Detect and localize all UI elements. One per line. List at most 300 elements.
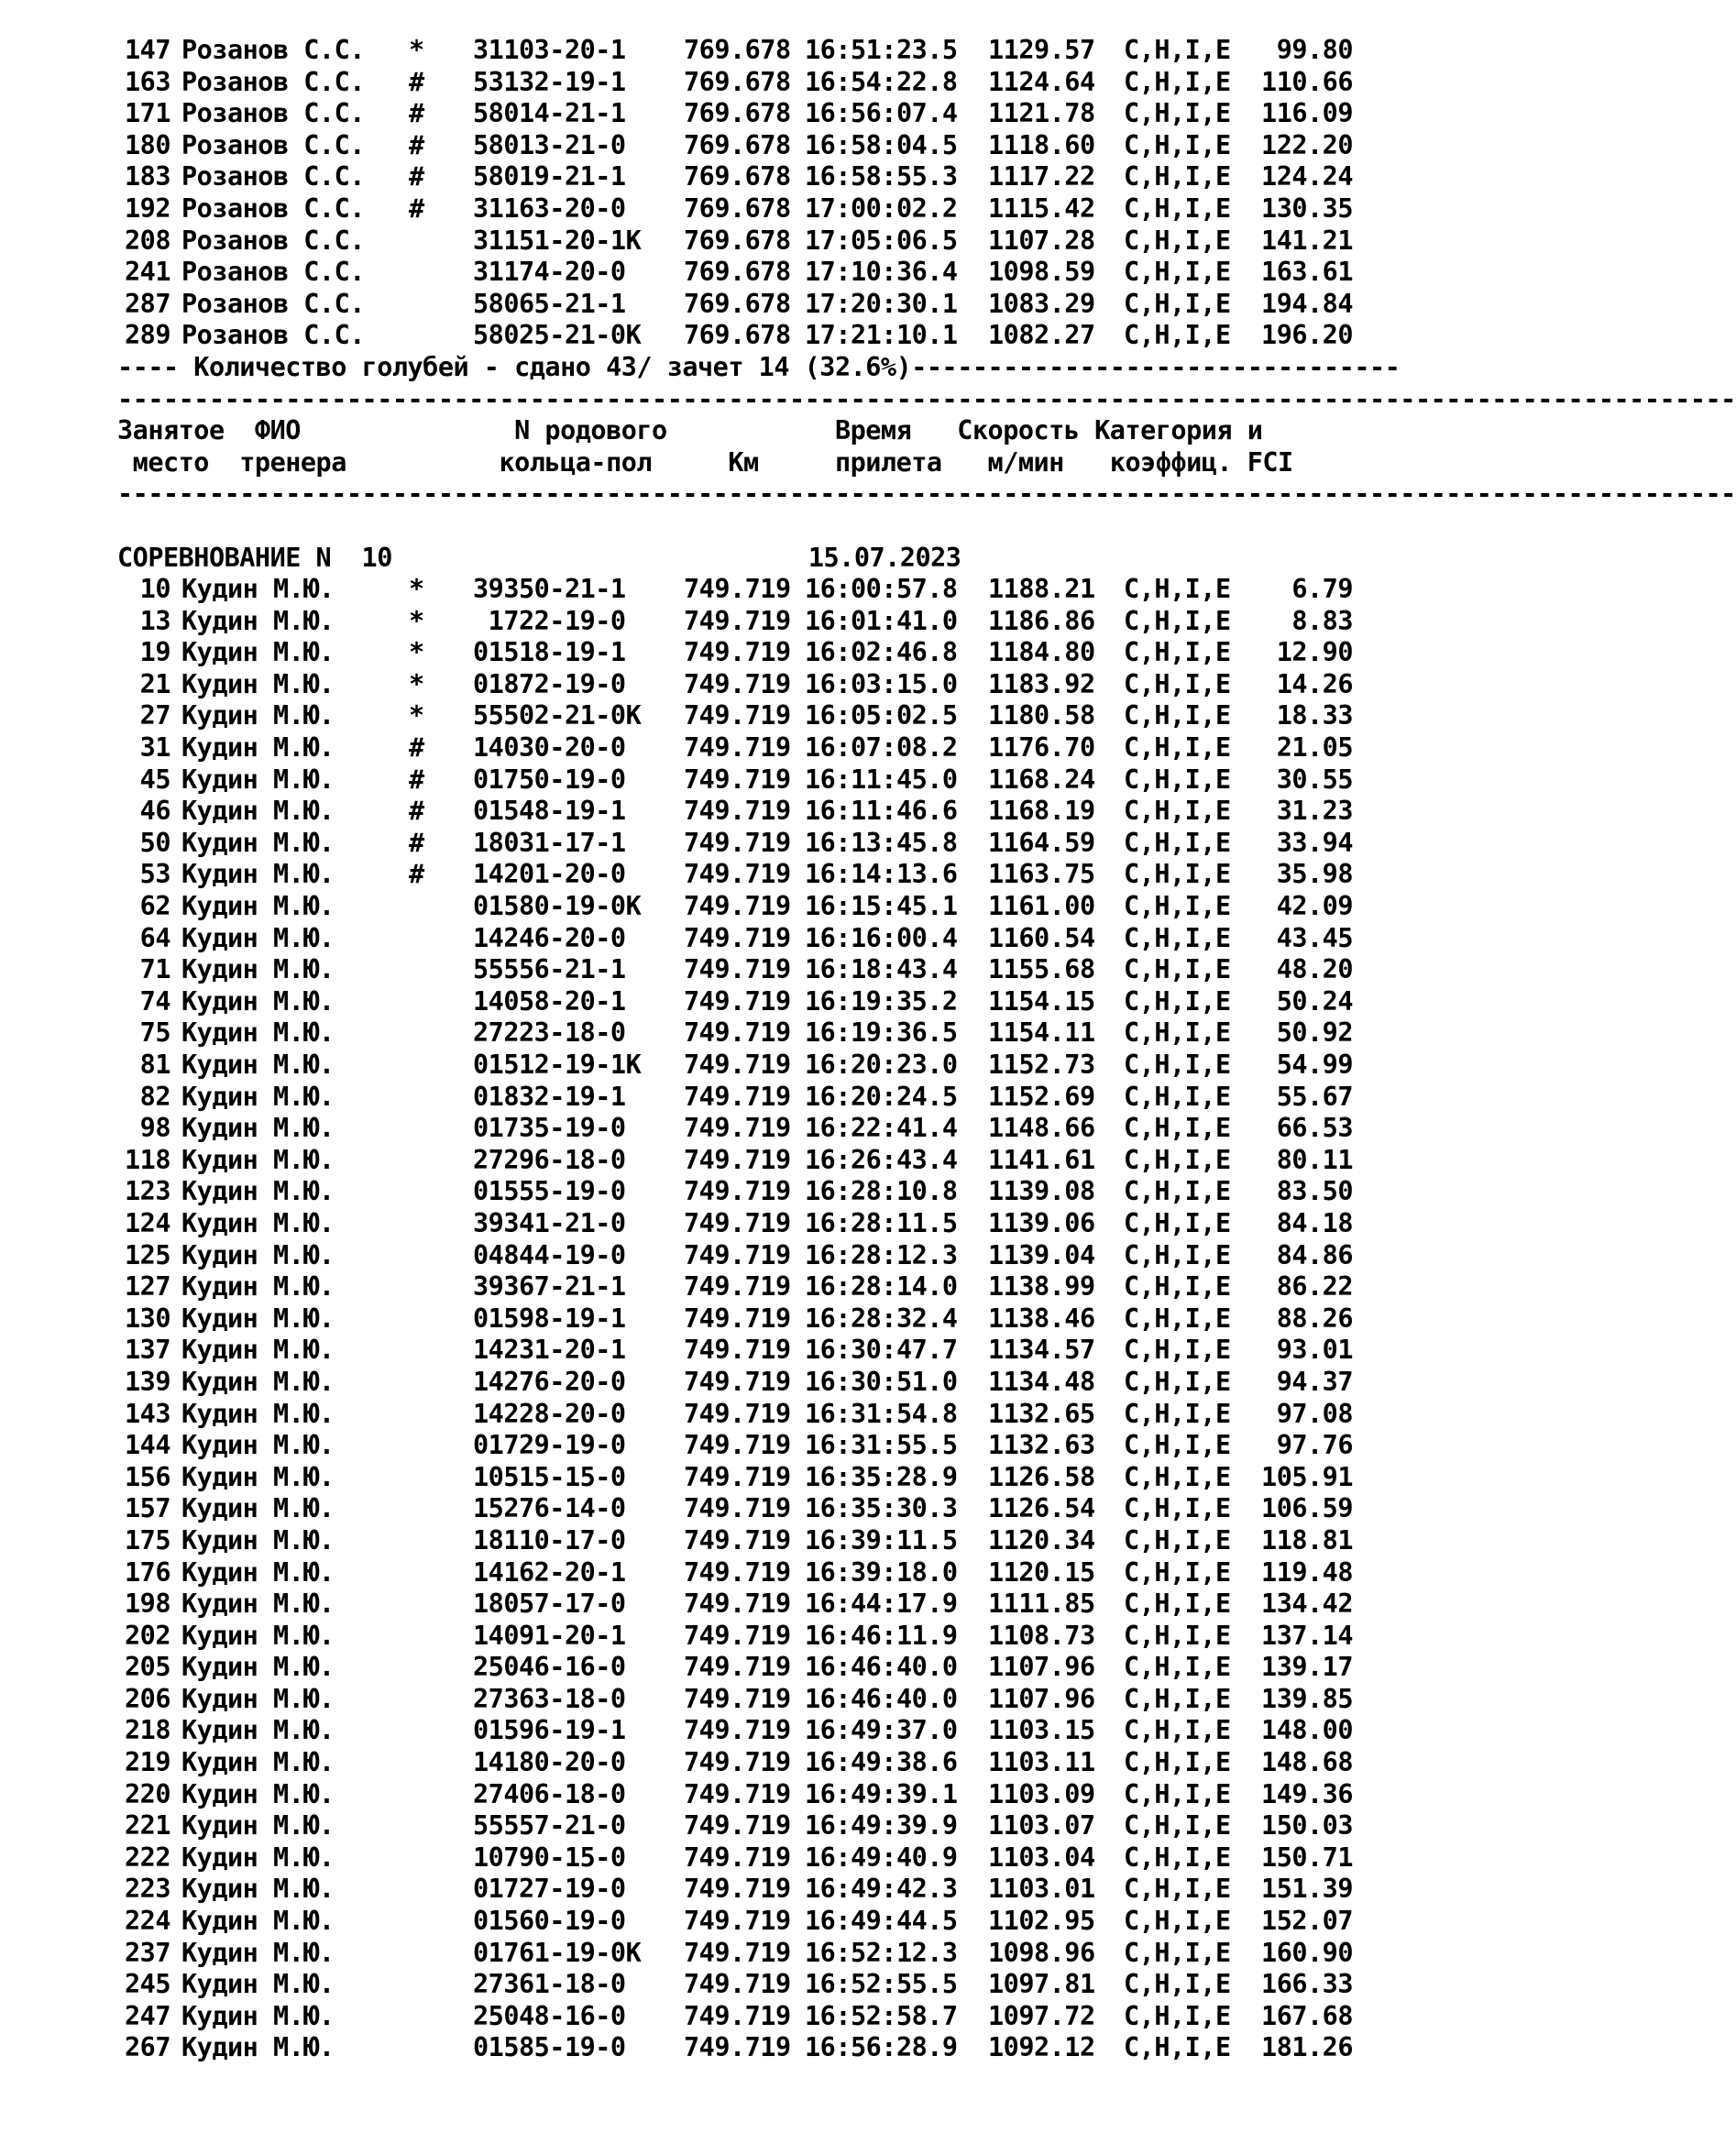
cell-ring: 14091-20-1: [473, 1620, 626, 1651]
cell-fci: 97.76: [1276, 1430, 1353, 1461]
cell-ring: 14276-20-0: [473, 1366, 626, 1397]
cell-time: 16:46:40.0: [805, 1683, 958, 1714]
cell-name: Кудин М.Ю.: [181, 668, 335, 699]
cell-name: Кудин М.Ю.: [181, 1461, 335, 1492]
cell-km: 749.719: [684, 985, 791, 1017]
cell-speed: 1092.12: [988, 2032, 1095, 2063]
cell-place: 19: [139, 637, 170, 668]
cell-ring: 01832-19-1: [473, 1081, 626, 1112]
cell-name: Кудин М.Ю.: [181, 1081, 335, 1112]
cell-name: Розанов С.С.: [181, 257, 365, 288]
cell-ring: 01872-19-0: [473, 668, 626, 699]
cell-km: 749.719: [684, 637, 791, 668]
cell-cat: C,H,I,E: [1124, 1050, 1231, 1080]
cell-ring: 14180-20-0: [473, 1747, 626, 1778]
table-row: [117, 669, 1489, 701]
cell-speed: 1103.01: [988, 1874, 1095, 1905]
cell-place: 289: [125, 320, 170, 351]
cell-fci: 33.94: [1276, 827, 1353, 858]
cell-place: 130: [125, 1303, 170, 1334]
cell-time: 16:39:11.5: [805, 1524, 958, 1556]
cell-place: 124: [125, 1207, 170, 1238]
cell-speed: 1098.96: [988, 1937, 1095, 1968]
cell-cat: C,H,I,E: [1124, 1652, 1231, 1683]
table-row: [117, 161, 1489, 193]
table-row: [117, 1176, 1489, 1208]
cell-fci: 160.90: [1261, 1937, 1353, 1968]
cell-speed: 1103.04: [988, 1842, 1095, 1873]
cell-km: 749.719: [684, 1335, 791, 1366]
cell-time: 16:14:13.6: [805, 859, 958, 890]
table-row: [117, 225, 1489, 258]
cell-speed: 1180.58: [988, 700, 1095, 731]
cell-speed: 1164.59: [988, 827, 1095, 858]
cell-place: 180: [125, 129, 170, 160]
cell-name: Кудин М.Ю.: [181, 2032, 335, 2063]
cell-cat: C,H,I,E: [1124, 129, 1231, 160]
cell-mark: #: [409, 66, 424, 97]
cell-ring: 27406-18-0: [473, 1778, 626, 1809]
cell-km: 769.678: [684, 129, 791, 160]
cell-ring: 14231-20-1: [473, 1335, 626, 1366]
cell-km: 769.678: [684, 161, 791, 192]
cell-name: Кудин М.Ю.: [181, 1778, 335, 1809]
cell-speed: 1138.46: [988, 1303, 1095, 1334]
cell-time: 16:11:45.0: [805, 764, 958, 795]
cell-time: 16:28:12.3: [805, 1239, 958, 1270]
cell-km: 769.678: [684, 35, 791, 65]
cell-km: 749.719: [684, 1398, 791, 1429]
cell-time: 16:28:10.8: [805, 1176, 958, 1207]
cell-fci: 196.20: [1261, 320, 1353, 351]
cell-time: 16:39:18.0: [805, 1556, 958, 1588]
cell-speed: 1163.75: [988, 859, 1095, 890]
cell-speed: 1148.66: [988, 1113, 1095, 1144]
cell-time: 16:49:44.5: [805, 1906, 958, 1937]
results-document: [117, 35, 1736, 2064]
cell-ring: 01761-19-0K: [473, 1937, 642, 1968]
cell-km: 749.719: [684, 859, 791, 890]
cell-time: 16:52:58.7: [805, 2000, 958, 2031]
cell-fci: 84.86: [1276, 1239, 1353, 1270]
cell-time: 16:31:55.5: [805, 1430, 958, 1461]
cell-fci: 99.80: [1276, 35, 1353, 65]
table-row: [117, 1938, 1489, 1970]
cell-fci: 151.39: [1261, 1874, 1353, 1905]
cell-speed: 1139.04: [988, 1239, 1095, 1270]
cell-speed: 1082.27: [988, 320, 1095, 351]
cell-time: 16:01:41.0: [805, 605, 958, 636]
cell-mark: #: [409, 796, 424, 827]
table-row: [117, 1715, 1489, 1747]
cell-km: 749.719: [684, 1113, 791, 1144]
cell-ring: 25048-16-0: [473, 2000, 626, 2031]
cell-mark: *: [409, 700, 424, 731]
cell-fci: 149.36: [1261, 1778, 1353, 1809]
table-row: [117, 1113, 1489, 1145]
cell-time: 16:56:28.9: [805, 2032, 958, 2063]
cell-mark: #: [409, 859, 424, 890]
cell-cat: C,H,I,E: [1124, 225, 1231, 256]
cell-cat: C,H,I,E: [1124, 700, 1231, 731]
cell-km: 749.719: [684, 1271, 791, 1303]
table-row: [117, 1684, 1489, 1716]
cell-mark: #: [409, 98, 424, 129]
table-row: [117, 1874, 1489, 1906]
cell-name: Кудин М.Ю.: [181, 1113, 335, 1144]
cell-cat: C,H,I,E: [1124, 2032, 1231, 2063]
cell-cat: C,H,I,E: [1124, 1493, 1231, 1524]
cell-cat: C,H,I,E: [1124, 1398, 1231, 1429]
cell-place: 143: [125, 1398, 170, 1429]
cell-place: 118: [125, 1144, 170, 1175]
cell-km: 749.719: [684, 1081, 791, 1112]
cell-cat: C,H,I,E: [1124, 796, 1231, 827]
cell-km: 749.719: [684, 1493, 791, 1524]
cell-place: 127: [125, 1271, 170, 1303]
cell-place: 139: [125, 1366, 170, 1397]
table-row: [117, 1430, 1489, 1462]
table-row: [117, 1525, 1489, 1557]
cell-speed: 1097.72: [988, 2000, 1095, 2031]
cell-fci: 30.55: [1276, 764, 1353, 795]
cell-cat: C,H,I,E: [1124, 1620, 1231, 1651]
cell-time: 16:46:40.0: [805, 1652, 958, 1683]
cell-fci: 150.03: [1261, 1810, 1353, 1842]
cell-ring: 04844-19-0: [473, 1239, 626, 1270]
cell-speed: 1120.34: [988, 1524, 1095, 1556]
cell-speed: 1107.28: [988, 225, 1095, 256]
table-row: [117, 1621, 1489, 1653]
cell-mark: #: [409, 827, 424, 858]
cell-ring: 10790-15-0: [473, 1842, 626, 1873]
cell-time: 17:05:06.5: [805, 225, 958, 256]
cell-time: 16:44:17.9: [805, 1589, 958, 1620]
table-row: [117, 606, 1489, 638]
cell-cat: C,H,I,E: [1124, 1207, 1231, 1238]
table-row: [117, 1842, 1489, 1875]
cell-speed: 1141.61: [988, 1144, 1095, 1175]
cell-speed: 1083.29: [988, 288, 1095, 319]
cell-name: Кудин М.Ю.: [181, 1969, 335, 2000]
table-row: [117, 1557, 1489, 1589]
cell-place: 223: [125, 1874, 170, 1905]
cell-place: 219: [125, 1747, 170, 1778]
cell-cat: C,H,I,E: [1124, 192, 1231, 224]
cell-cat: C,H,I,E: [1124, 1017, 1231, 1049]
cell-ring: 01548-19-1: [473, 796, 626, 827]
cell-km: 749.719: [684, 574, 791, 605]
cell-name: Кудин М.Ю.: [181, 2000, 335, 2031]
cell-ring: 53132-19-1: [473, 66, 626, 97]
cell-time: 16:58:55.3: [805, 161, 958, 192]
cell-cat: C,H,I,E: [1124, 1715, 1231, 1746]
cell-place: 222: [125, 1842, 170, 1873]
cell-place: 27: [139, 700, 170, 731]
cell-cat: C,H,I,E: [1124, 859, 1231, 890]
cell-cat: C,H,I,E: [1124, 288, 1231, 319]
cell-cat: C,H,I,E: [1124, 954, 1231, 985]
cell-fci: 84.18: [1276, 1207, 1353, 1238]
table-row: [117, 98, 1489, 130]
cell-place: 98: [139, 1113, 170, 1144]
cell-ring: 18031-17-1: [473, 827, 626, 858]
cell-km: 749.719: [684, 700, 791, 731]
cell-speed: 1132.63: [988, 1430, 1095, 1461]
cell-ring: 27296-18-0: [473, 1144, 626, 1175]
cell-place: 171: [125, 98, 170, 129]
cell-time: 16:30:47.7: [805, 1335, 958, 1366]
table-row: [117, 859, 1489, 891]
cell-fci: 119.48: [1261, 1556, 1353, 1588]
cell-place: 183: [125, 161, 170, 192]
cell-fci: 80.11: [1276, 1144, 1353, 1175]
cell-ring: 01735-19-0: [473, 1113, 626, 1144]
cell-name: Кудин М.Ю.: [181, 859, 335, 890]
cell-place: 75: [139, 1017, 170, 1049]
cell-mark: #: [409, 192, 424, 224]
cell-name: Розанов С.С.: [181, 35, 365, 65]
cell-km: 749.719: [684, 1715, 791, 1746]
cell-km: 749.719: [684, 1906, 791, 1937]
cell-ring: 27223-18-0: [473, 1017, 626, 1049]
cell-fci: 50.24: [1276, 985, 1353, 1017]
cell-km: 749.719: [684, 954, 791, 985]
cell-time: 16:49:38.6: [805, 1747, 958, 1778]
cell-name: Кудин М.Ю.: [181, 605, 335, 636]
cell-km: 769.678: [684, 288, 791, 319]
cell-time: 16:30:51.0: [805, 1366, 958, 1397]
cell-fci: 110.66: [1261, 66, 1353, 97]
table-row: [117, 732, 1489, 764]
cell-km: 749.719: [684, 891, 791, 922]
cell-fci: 139.17: [1261, 1652, 1353, 1683]
cell-name: Кудин М.Ю.: [181, 1207, 335, 1238]
cell-fci: 18.33: [1276, 700, 1353, 731]
cell-ring: 31151-20-1K: [473, 225, 642, 256]
cell-fci: 194.84: [1261, 288, 1353, 319]
cell-place: 267: [125, 2032, 170, 2063]
cell-speed: 1107.96: [988, 1652, 1095, 1683]
cell-time: 16:15:45.1: [805, 891, 958, 922]
cell-time: 16:22:41.4: [805, 1113, 958, 1144]
cell-ring: 25046-16-0: [473, 1652, 626, 1683]
cell-km: 749.719: [684, 605, 791, 636]
table-row: [117, 193, 1489, 225]
cell-cat: C,H,I,E: [1124, 1842, 1231, 1873]
cell-cat: C,H,I,E: [1124, 98, 1231, 129]
cell-place: 176: [125, 1556, 170, 1588]
table-row: [117, 1747, 1489, 1779]
cell-speed: 1176.70: [988, 732, 1095, 764]
cell-mark: *: [409, 574, 424, 605]
cell-km: 749.719: [684, 1239, 791, 1270]
cell-name: Кудин М.Ю.: [181, 1303, 335, 1334]
cell-km: 749.719: [684, 1937, 791, 1968]
table-row: [117, 1810, 1489, 1842]
cell-km: 749.719: [684, 1176, 791, 1207]
table-row: [117, 1367, 1489, 1399]
cell-place: 74: [139, 985, 170, 1017]
cell-ring: 14030-20-0: [473, 732, 626, 764]
cell-km: 749.719: [684, 764, 791, 795]
cell-ring: 39367-21-1: [473, 1271, 626, 1303]
cell-mark: #: [409, 129, 424, 160]
cell-speed: 1129.57: [988, 35, 1095, 65]
cell-km: 769.678: [684, 192, 791, 224]
cell-name: Кудин М.Ю.: [181, 637, 335, 668]
cell-mark: #: [409, 161, 424, 192]
cell-speed: 1107.96: [988, 1683, 1095, 1714]
cell-name: Кудин М.Ю.: [181, 1747, 335, 1778]
cell-name: Розанов С.С.: [181, 192, 365, 224]
cell-place: 218: [125, 1715, 170, 1746]
cell-km: 749.719: [684, 1050, 791, 1080]
cell-place: 192: [125, 192, 170, 224]
table-row: [117, 923, 1489, 955]
cell-cat: C,H,I,E: [1124, 2000, 1231, 2031]
table-row: [117, 637, 1489, 669]
cell-name: Кудин М.Ю.: [181, 1176, 335, 1207]
cell-name: Кудин М.Ю.: [181, 985, 335, 1017]
cell-place: 62: [139, 891, 170, 922]
cell-ring: 27361-18-0: [473, 1969, 626, 2000]
cell-ring: 55502-21-0K: [473, 700, 642, 731]
cell-place: 220: [125, 1778, 170, 1809]
cell-speed: 1161.00: [988, 891, 1095, 922]
cell-km: 749.719: [684, 668, 791, 699]
cell-place: 205: [125, 1652, 170, 1683]
cell-place: 198: [125, 1589, 170, 1620]
table-row: [117, 986, 1489, 1018]
cell-time: 16:03:15.0: [805, 668, 958, 699]
cell-fci: 150.71: [1261, 1842, 1353, 1873]
cell-cat: C,H,I,E: [1124, 1176, 1231, 1207]
cell-place: 144: [125, 1430, 170, 1461]
cell-speed: 1134.48: [988, 1366, 1095, 1397]
table-row: [117, 1050, 1489, 1082]
cell-time: 16:19:36.5: [805, 1017, 958, 1049]
cell-time: 16:58:04.5: [805, 129, 958, 160]
cell-ring: 14162-20-1: [473, 1556, 626, 1588]
cell-speed: 1154.11: [988, 1017, 1095, 1049]
cell-name: Кудин М.Ю.: [181, 1906, 335, 1937]
cell-place: 208: [125, 225, 170, 256]
cell-ring: 39341-21-0: [473, 1207, 626, 1238]
cell-cat: C,H,I,E: [1124, 1366, 1231, 1397]
cell-time: 16:18:43.4: [805, 954, 958, 985]
cell-mark: #: [409, 764, 424, 795]
cell-name: Кудин М.Ю.: [181, 891, 335, 922]
cell-name: Розанов С.С.: [181, 225, 365, 256]
cell-name: Кудин М.Ю.: [181, 1239, 335, 1270]
cell-speed: 1111.85: [988, 1589, 1095, 1620]
cell-name: Кудин М.Ю.: [181, 1050, 335, 1080]
cell-cat: C,H,I,E: [1124, 35, 1231, 65]
cell-km: 749.719: [684, 1810, 791, 1842]
cell-fci: 116.09: [1261, 98, 1353, 129]
cell-speed: 1103.15: [988, 1715, 1095, 1746]
cell-cat: C,H,I,E: [1124, 320, 1231, 351]
cell-cat: C,H,I,E: [1124, 257, 1231, 288]
cell-ring: 15276-14-0: [473, 1493, 626, 1524]
cell-place: 31: [139, 732, 170, 764]
cell-fci: 97.08: [1276, 1398, 1353, 1429]
cell-fci: 148.00: [1261, 1715, 1353, 1746]
cell-name: Кудин М.Ю.: [181, 1017, 335, 1049]
cell-fci: 12.90: [1276, 637, 1353, 668]
cell-name: Кудин М.Ю.: [181, 1493, 335, 1524]
cell-cat: C,H,I,E: [1124, 1430, 1231, 1461]
cell-name: Кудин М.Ю.: [181, 1271, 335, 1303]
table-row: [117, 1399, 1489, 1431]
cell-cat: C,H,I,E: [1124, 1335, 1231, 1366]
cell-place: 147: [125, 35, 170, 65]
cell-time: 16:07:08.2: [805, 732, 958, 764]
summary-line: ---- Количество голубей - сдано 43/ зачет 14 (32.6%)--------------------------------: [117, 351, 1401, 382]
table-row: [117, 828, 1489, 860]
table-row: [117, 1779, 1489, 1811]
cell-place: 123: [125, 1176, 170, 1207]
competition-label: СОРЕВНОВАНИЕ N 10: [117, 542, 392, 573]
cell-place: 202: [125, 1620, 170, 1651]
results-block-1: [117, 35, 1489, 352]
cell-speed: 1134.57: [988, 1335, 1095, 1366]
cell-ring: 27363-18-0: [473, 1683, 626, 1714]
cell-speed: 1152.69: [988, 1081, 1095, 1112]
cell-name: Кудин М.Ю.: [181, 1335, 335, 1366]
cell-ring: 58013-21-0: [473, 129, 626, 160]
cell-km: 769.678: [684, 66, 791, 97]
cell-time: 16:51:23.5: [805, 35, 958, 65]
cell-cat: C,H,I,E: [1124, 1906, 1231, 1937]
cell-name: Кудин М.Ю.: [181, 1524, 335, 1556]
cell-time: 16:20:23.0: [805, 1050, 958, 1080]
cell-name: Кудин М.Ю.: [181, 796, 335, 827]
table-row: [117, 1493, 1489, 1525]
table-row: [117, 289, 1489, 321]
table-row: [117, 1969, 1489, 2001]
cell-name: Розанов С.С.: [181, 129, 365, 160]
cell-place: 45: [139, 764, 170, 795]
cell-fci: 21.05: [1276, 732, 1353, 764]
cell-name: Кудин М.Ю.: [181, 1715, 335, 1746]
cell-speed: 1103.11: [988, 1747, 1095, 1778]
table-row: [117, 35, 1489, 67]
cell-ring: 01560-19-0: [473, 1906, 626, 1937]
cell-place: 82: [139, 1081, 170, 1112]
cell-fci: 8.83: [1291, 605, 1353, 636]
separator-line-2: ----------------------------------------------------------------------------------------------------------: [117, 478, 1736, 510]
cell-name: Кудин М.Ю.: [181, 732, 335, 764]
cell-name: Кудин М.Ю.: [181, 922, 335, 953]
table-row: [117, 1906, 1489, 1938]
cell-speed: 1154.15: [988, 985, 1095, 1017]
cell-name: Розанов С.С.: [181, 161, 365, 192]
cell-fci: 166.33: [1261, 1969, 1353, 2000]
table-row: [117, 1082, 1489, 1114]
cell-speed: 1132.65: [988, 1398, 1095, 1429]
cell-km: 749.719: [684, 1652, 791, 1683]
table-row: [117, 1652, 1489, 1684]
cell-ring: 39350-21-1: [473, 574, 626, 605]
cell-ring: 01555-19-0: [473, 1176, 626, 1207]
cell-place: 221: [125, 1810, 170, 1842]
competition-date: 15.07.2023: [808, 542, 961, 573]
cell-name: Кудин М.Ю.: [181, 1430, 335, 1461]
cell-place: 50: [139, 827, 170, 858]
cell-fci: 134.42: [1261, 1589, 1353, 1620]
